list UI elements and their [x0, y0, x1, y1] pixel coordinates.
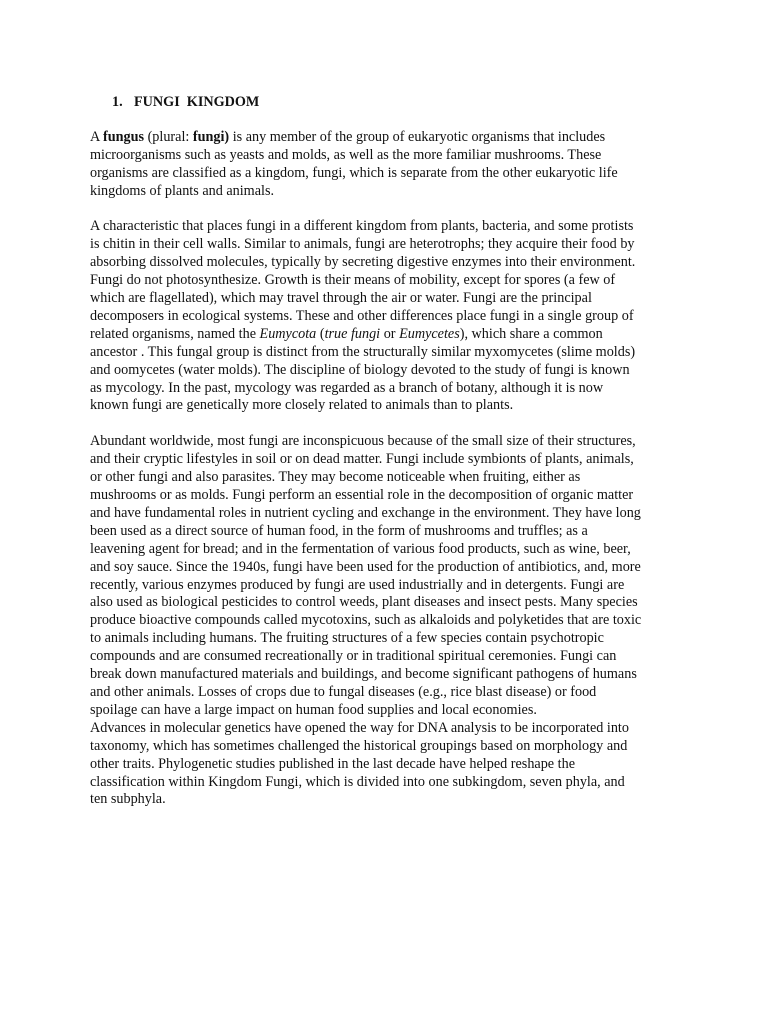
text-run: (: [316, 325, 325, 342]
section-number: 1.: [112, 94, 123, 110]
paragraph-definition: [90, 129, 680, 201]
term-true-fungi: true fungi: [324, 325, 381, 342]
text-run: (plural:: [144, 128, 193, 145]
term-fungi: fungi): [192, 128, 230, 145]
paragraph-abundance: Abundant worldwide, most fungi are inconspicuous because of the small size of their structures, and their cryptic lifestyles in soil or on dead matter. Fungi include symbionts of plants, animals, or other fungi and also parasites. They may become noticeable when fruiting, either as mushrooms or as molds. Fungi perform an essential role in the decomposition of organic matter and have fundamental roles in nutrient cycling and exchange in the environment. They have long been used as a direct source of human food, in the form of mushrooms and truffles; as a leavening agent for bread; and in the fermentation of various food products, such as wine, beer, and soy sauce. Since the 1940s, fungi have been used for the production of antibiotics, and, more recently, various enzymes produced by fungi are used industrially and in detergents. Fungi are also used as biological pesticides to control weeds, plant diseases and insect pests. Many species produce bioactive compounds called mycotoxins, such as alkaloids and polyketides that are toxic to animals including humans. The fruiting structures of a few species contain psychotropic compounds and are consumed recreationally or in traditional spiritual ceremonies. Fungi can break down manufactured materials and buildings, and become significant pathogens of humans and other animals. Losses of crops due to fungal diseases (e.g., rice blast disease) or food spoilage can have a large impact on human food supplies and local economies.: [90, 433, 642, 718]
section-title: FUNGI KINGDOM: [134, 94, 260, 110]
term-eumycetes: Eumycetes: [399, 325, 460, 342]
document-body: [90, 94, 680, 809]
term-fungus: fungus: [103, 128, 145, 145]
section-heading: [112, 94, 680, 112]
text-run: A characteristic that places fungi in a different kingdom from plants, bacteria, and some protists is chitin in their cell walls. Similar to animals, fungi are heterotrophs; they acquire their food by absorbing dissolved molecules, typically by secreting digestive enzymes into their environment. Fungi do not photosynthesize. Growth is their means of mobility, except for spores (a few of which are flagellated), which may travel through the air or water. Fungi are the principal decomposers in ecological systems. These and other differences place fungi in a single group of related organisms, named the: [90, 218, 636, 342]
text-run: A: [90, 128, 104, 145]
paragraph-genetics: Advances in molecular genetics have opened the way for DNA analysis to be incorporated into taxonomy, which has sometimes challenged the historical groupings based on morphology and other traits. Phylogenetic studies published in the last decade have helped reshape the classification within Kingdom Fungi, which is divided into one subkingdom, seven phyla, and ten subphyla.: [90, 719, 629, 808]
text-run: ), which share a common ancestor . This fungal group is distinct from the structurally similar myxomycetes (slime molds) and oomycetes (water molds). The discipline of biology devoted to the study of fungi is known as mycology. In the past, mycology was regarded as a branch of botany, although it is now known fungi are genetically more closely related to animals than to plants.: [90, 325, 636, 414]
text-run: is any member of the group of eukaryotic organisms that includes microorganisms such as yeasts and molds, as well as the more familiar mushrooms. These organisms are classified as a kingdom, fungi, which is separate from the other eukaryotic life kingdoms of plants and animals.: [90, 128, 618, 199]
term-eumycota: Eumycota: [259, 325, 317, 342]
text-run: or: [380, 325, 400, 342]
paragraph-characteristics: [90, 218, 680, 415]
